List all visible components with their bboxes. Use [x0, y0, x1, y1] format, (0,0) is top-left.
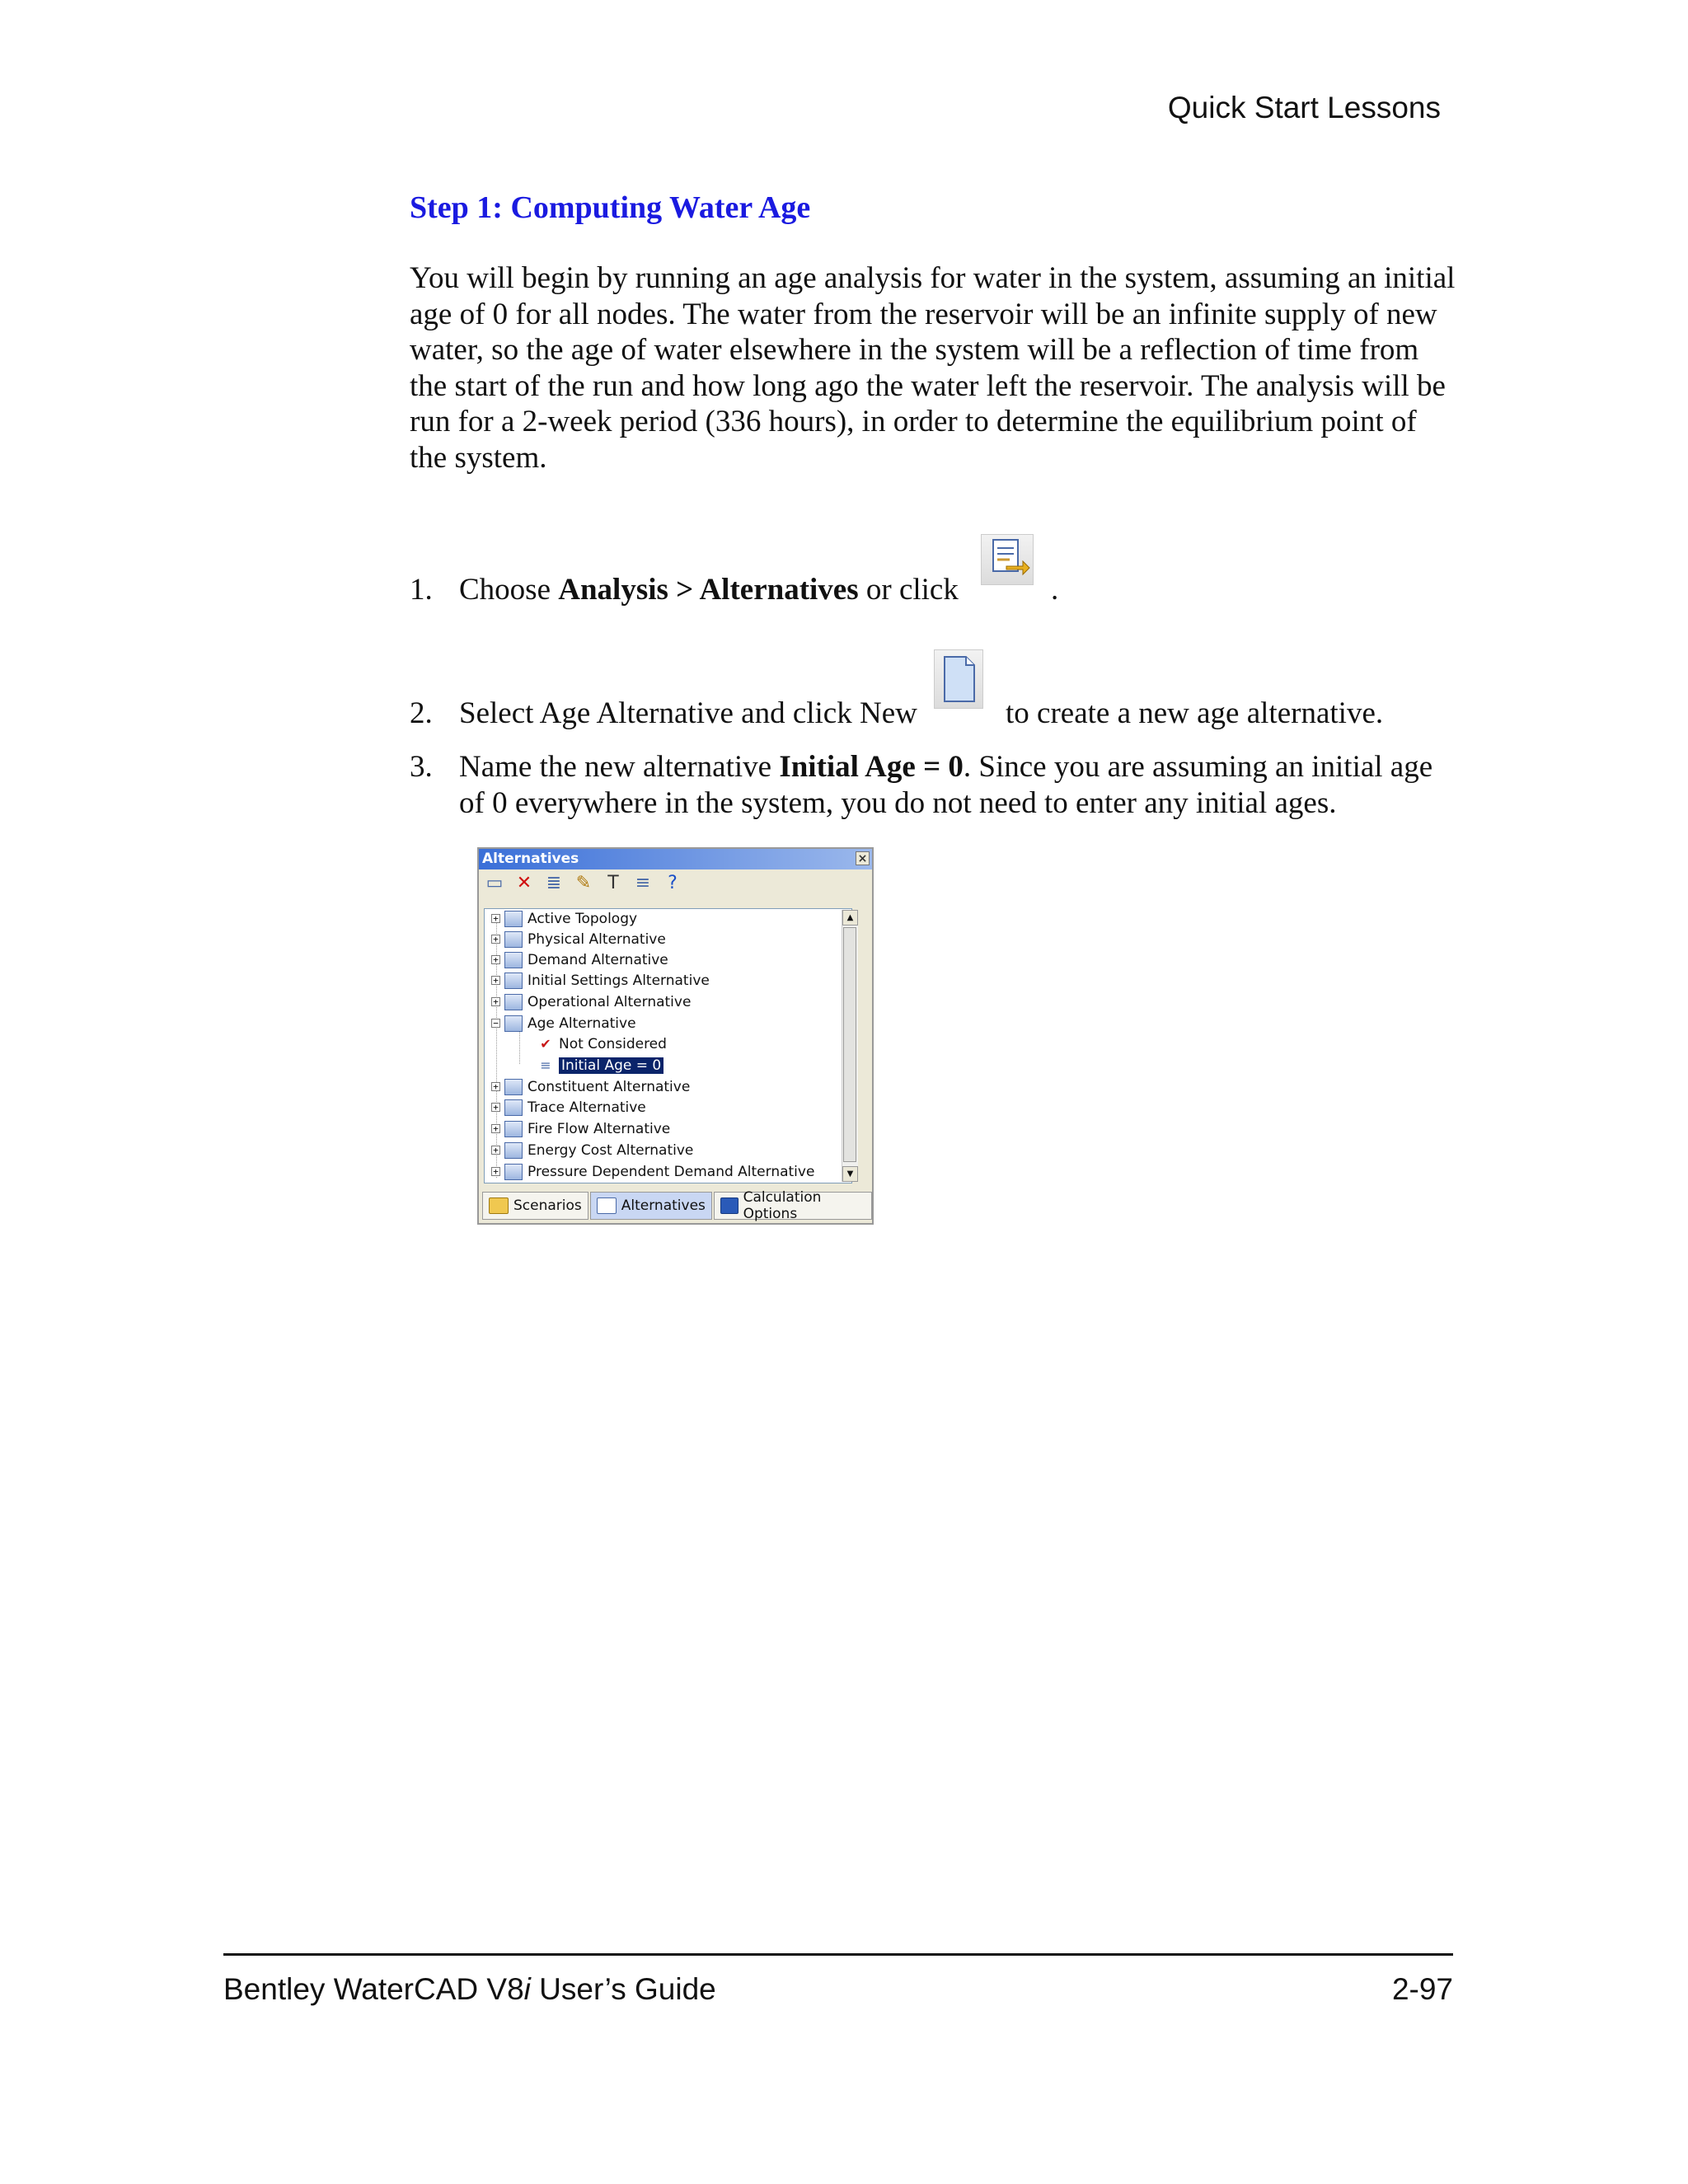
step-number: 2. — [410, 696, 433, 730]
tree-item[interactable]: + Active Topology — [491, 908, 637, 929]
tree-item[interactable]: + Demand Alternative — [491, 949, 668, 970]
alternatives-icon — [597, 1197, 617, 1214]
tree-item[interactable]: + Initial Settings Alternative — [491, 970, 710, 991]
tree-item[interactable]: + Physical Alternative — [491, 929, 666, 949]
scroll-thumb[interactable] — [843, 927, 856, 1162]
new-icon[interactable]: ▭ — [485, 873, 504, 893]
tree-item-selected[interactable]: ≡ Initial Age = 0 — [537, 1055, 663, 1076]
folder-icon — [504, 1164, 523, 1180]
tree-item[interactable]: + Fire Flow Alternative — [491, 1118, 670, 1139]
new-document-icon[interactable] — [934, 649, 983, 709]
tree-item[interactable]: + Trace Alternative — [491, 1097, 646, 1118]
expand-icon[interactable]: + — [491, 914, 500, 923]
tree-guide-line — [519, 1029, 520, 1064]
expand-icon[interactable]: + — [491, 1146, 500, 1155]
expand-icon[interactable]: + — [491, 1103, 500, 1112]
alternatives-icon[interactable] — [981, 534, 1034, 585]
scroll-down-icon[interactable]: ▼ — [842, 1166, 858, 1182]
dialog-title-bar — [479, 849, 872, 869]
tab-scenarios[interactable]: Scenarios — [482, 1192, 588, 1220]
tree-item[interactable]: + Constituent Alternative — [491, 1076, 690, 1097]
folder-icon — [504, 1121, 523, 1137]
dialog-toolbar — [479, 869, 872, 898]
running-header: Quick Start Lessons — [1167, 91, 1441, 124]
folder-icon — [504, 1079, 523, 1095]
tab-alternatives[interactable]: Alternatives — [590, 1192, 712, 1220]
folder-icon — [504, 1099, 523, 1116]
alternatives-tree — [484, 908, 852, 1183]
step-text-tail: to create a new age alternative. — [1006, 696, 1384, 730]
step-number: 1. — [410, 573, 433, 607]
alternatives-dialog — [477, 847, 874, 1225]
tree-item[interactable]: + Pressure Dependent Demand Alternative — [491, 1161, 814, 1182]
help-icon[interactable]: ? — [668, 873, 678, 893]
expand-icon[interactable]: + — [491, 1082, 500, 1091]
tree-item[interactable]: − Age Alternative — [491, 1013, 636, 1033]
collapse-icon[interactable]: − — [491, 1019, 500, 1028]
scroll-up-icon[interactable]: ▲ — [842, 910, 858, 926]
step-period: . — [1051, 573, 1059, 607]
expand-icon[interactable]: + — [491, 1124, 500, 1133]
folder-icon — [504, 1142, 523, 1159]
folder-icon — [504, 972, 523, 989]
dialog-title: Alternatives — [482, 851, 579, 867]
step-text: Name the new alternative Initial Age = 0. Since you are assuming an initial age of 0 everywhere in the system, you do not need to enter any initial ages. — [459, 750, 1433, 820]
page-number: 2-97 — [1391, 1972, 1453, 2006]
checked-alternative-icon: ✔ — [540, 1035, 551, 1052]
alternative-icon: ≡ — [540, 1057, 551, 1073]
vertical-scrollbar[interactable] — [842, 910, 858, 1182]
folder-icon — [504, 952, 523, 968]
expand-icon[interactable]: + — [491, 955, 500, 964]
step-text: Select Age Alternative and click New — [459, 696, 917, 730]
expand-icon[interactable]: + — [491, 1167, 500, 1176]
footer-title: Bentley WaterCAD V8i User’s Guide — [223, 1972, 716, 2006]
tree-item[interactable]: ✔ Not Considered — [537, 1033, 667, 1054]
folder-icon — [504, 1015, 523, 1032]
folder-icon — [489, 1197, 509, 1214]
folder-icon — [504, 994, 523, 1010]
tree-item[interactable]: + Energy Cost Alternative — [491, 1140, 693, 1160]
tree-item[interactable]: + Operational Alternative — [491, 991, 691, 1012]
rename-icon[interactable]: ≣ — [546, 873, 562, 893]
dialog-tabs — [479, 1189, 872, 1223]
step-text: Choose Analysis > Alternatives or click — [459, 573, 959, 607]
step-number: 3. — [410, 750, 433, 784]
calculator-icon — [720, 1197, 738, 1214]
tab-calculation-options[interactable]: Calculation Options — [714, 1192, 872, 1220]
edit-icon[interactable]: ✎ — [575, 873, 592, 893]
properties-icon[interactable]: ≡ — [635, 873, 651, 893]
folder-icon — [504, 931, 523, 948]
step-title: Step 1: Computing Water Age — [410, 190, 811, 225]
folder-icon — [504, 911, 523, 927]
report-icon[interactable]: T — [607, 873, 619, 893]
expand-icon[interactable]: + — [491, 997, 500, 1006]
expand-icon[interactable]: + — [491, 935, 500, 944]
expand-icon[interactable]: + — [491, 976, 500, 985]
footer-rule — [223, 1953, 1453, 1956]
intro-paragraph: You will begin by running an age analysis for water in the system, assuming an initial age of 0 for all nodes. The water from the reservoir will be an infinite supply of new water, so the age of water elsewhere in the system will be a reflection of time from the start of the run and how long ago the water left the reservoir. The analysis will be run for a 2-week period (336 hours), in order to determine the equilibrium point of the system. — [410, 261, 1456, 475]
close-button[interactable]: × — [856, 851, 870, 865]
delete-icon[interactable]: ✕ — [516, 873, 532, 893]
